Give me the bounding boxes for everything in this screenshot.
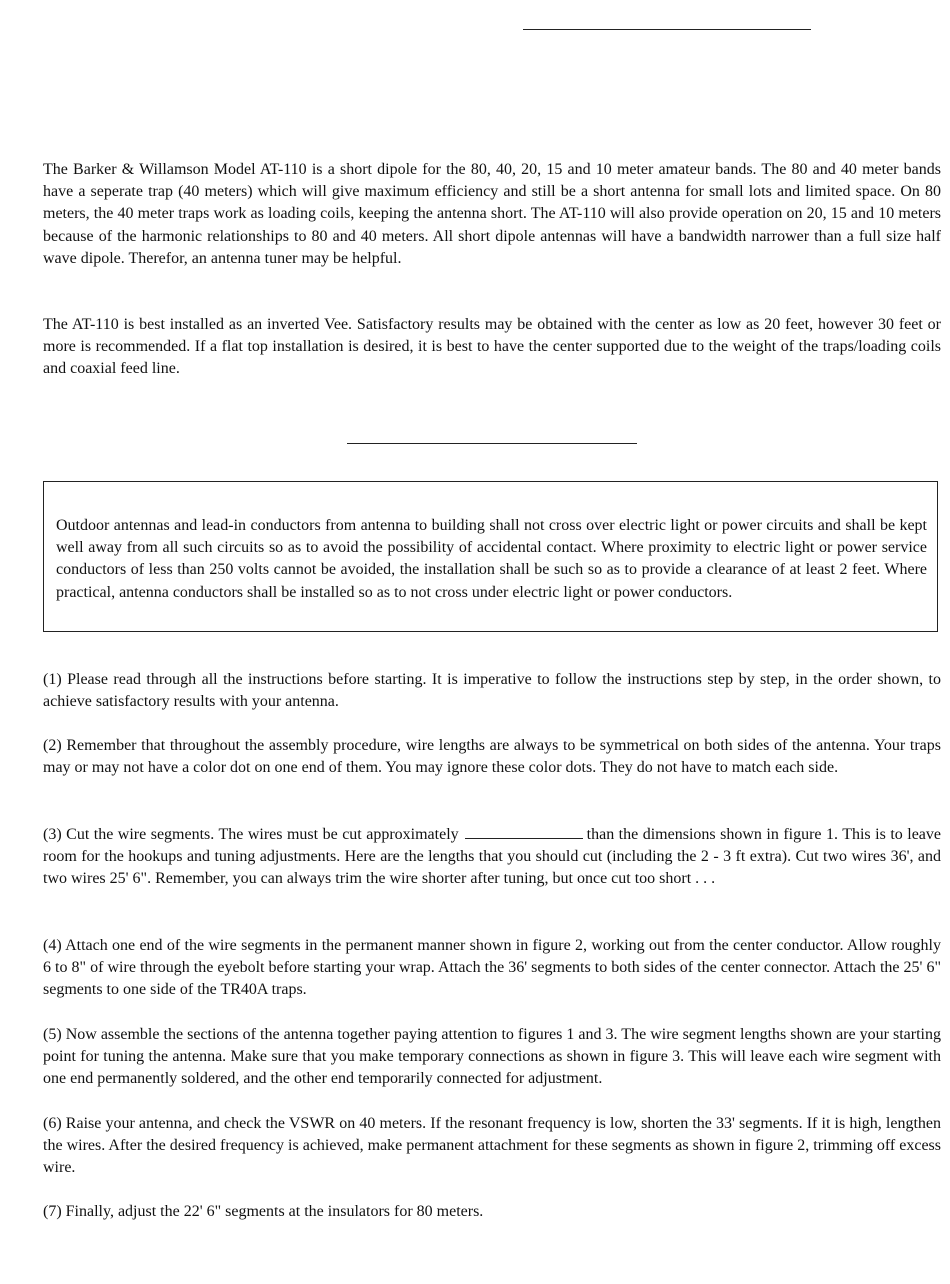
step-7: (7) Finally, adjust the 22' 6" segments at the insulators for 80 meters. <box>43 1203 484 1220</box>
blank-line <box>465 824 583 839</box>
step-2: (2) Remember that throughout the assembly procedure, wire lengths are always to be symmetrical on both sides of the antenna. Your traps may or may not have a color dot on one end of them. You may ignore these color dots. They do not have to match each side. <box>43 737 941 777</box>
step-5: (5) Now assemble the sections of the antenna together paying attention to figures 1 and 3. The wire segment lengths shown are your starting point for tuning the antenna. Make sure that you make temporary connections as shown in figure 3. This will leave each wire segment with one end permanently soldered, and the other end temporarily connected for adjustment. <box>43 1026 941 1088</box>
safety-warning-box <box>43 481 938 632</box>
step-3-start: (3) Cut the wire segments. The wires must be cut approximately <box>43 826 459 843</box>
step-3-end: than the dimensions shown in figure 1. This is to leave room for the hookups and tuning adjustments. Here are the lengths that you should cut (including the 2 - 3 ft extra). Cut two wires 36', and two wires 25' 6". Remember, you can always trim the wire shorter after tuning, but once cut too short . . . <box>43 826 941 888</box>
safety-warning-text: Outdoor antennas and lead-in conductors from antenna to building shall not cross over electric light or power circuits and shall be kept well away from all such circuits so as to avoid the possibility of accidental contact. Where proximity to electric light or power service conductors of less than 250 volts cannot be avoided, the installation shall be such so as to provide a clearance of at least 2 feet. Where practical, antenna conductors shall be installed so as to not cross under electric light or power conductors. <box>56 517 927 601</box>
step-4: (4) Attach one end of the wire segments in the permanent manner shown in figure 2, working out from the center conductor. Allow roughly 6 to 8" of wire through the eyebolt before starting your wrap. Attach the 36' segments to both sides of the center connector. Attach the 25' 6" segments to one side of the TR40A traps. <box>43 937 941 999</box>
header-rule <box>523 29 811 30</box>
section-rule <box>347 443 637 444</box>
step-6: (6) Raise your antenna, and check the VSWR on 40 meters. If the resonant frequency is low, shorten the 33' segments. If it is high, lengthen the wires. After the desired frequency is achieved, make permanent attachment for these segments as shown in figure 2, trimming off excess wire. <box>43 1115 941 1177</box>
intro-paragraph-2: The AT-110 is best installed as an inverted Vee. Satisfactory results may be obtained with the center as low as 20 feet, however 30 feet or more is recommended. If a flat top installation is desired, it is best to have the center supported due to the weight of the traps/loading coils and coaxial feed line. <box>43 316 941 378</box>
step-3 <box>43 824 941 891</box>
step-1: (1) Please read through all the instructions before starting. It is imperative to follow the instructions step by step, in the order shown, to achieve satisfactory results with your antenna. <box>43 671 941 711</box>
intro-paragraph-1: The Barker & Willamson Model AT-110 is a short dipole for the 80, 40, 20, 15 and 10 meter amateur bands. The 80 and 40 meter bands have a seperate trap (40 meters) which will give maximum efficiency and still be a short antenna for small lots and limited space. On 80 meters, the 40 meter traps work as loading coils, keeping the antenna short. The AT-110 will also provide operation on 20, 15 and 10 meters because of the harmonic relationships to 80 and 40 meters. All short dipole antennas will have a bandwidth narrower than a full size half wave dipole. Therefor, an antenna tuner may be helpful. <box>43 161 941 267</box>
